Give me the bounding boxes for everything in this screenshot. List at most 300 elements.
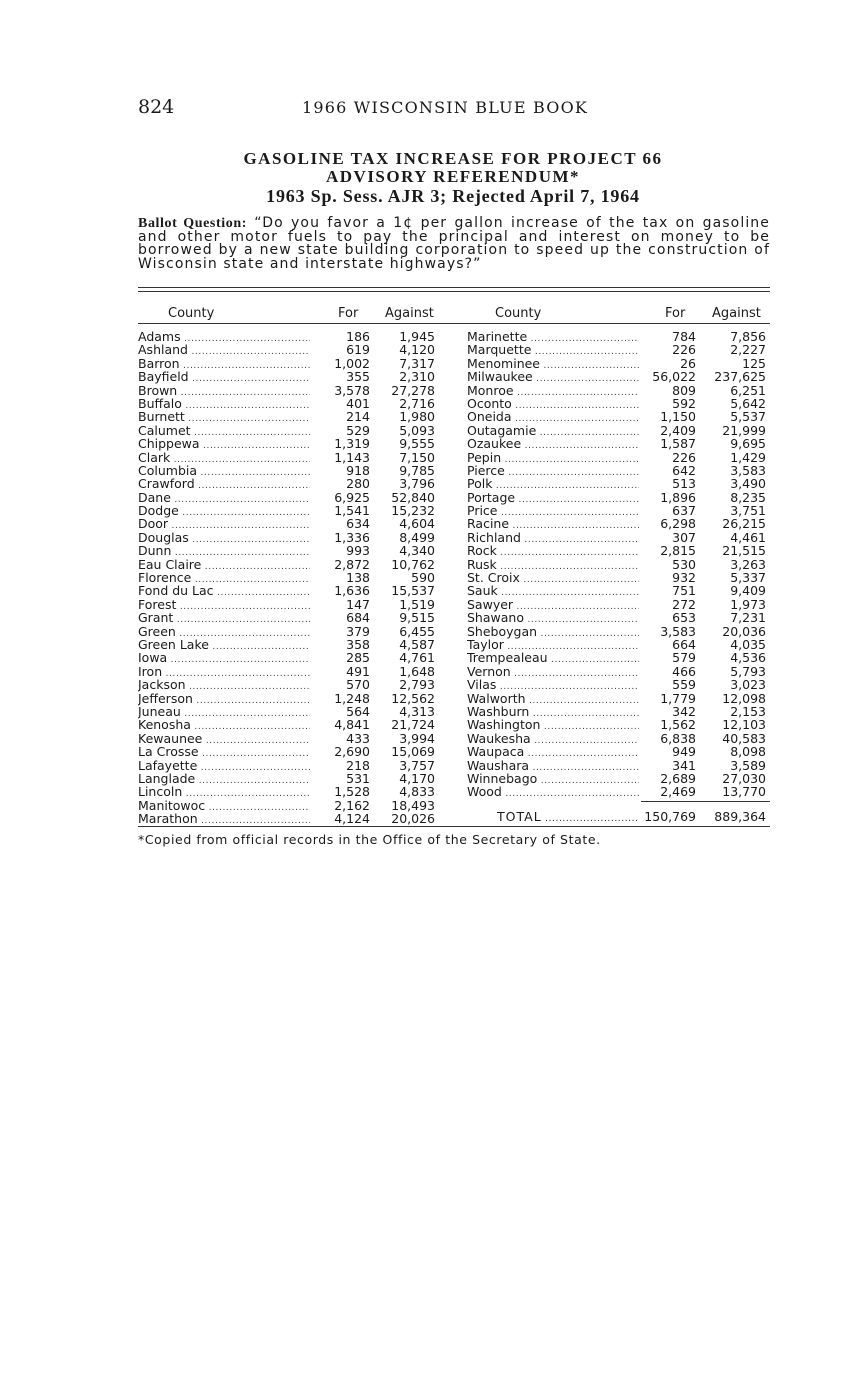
county-cell: Clark ..... [138, 451, 310, 467]
for-cell: 637 [672, 503, 696, 519]
table-row [138, 343, 442, 356]
for-cell: 2,690 [334, 744, 370, 760]
against-cell: 5,337 [730, 570, 766, 586]
against-cell: 3,490 [730, 476, 766, 492]
table-rows [138, 330, 770, 830]
header-against-right: Against [712, 306, 761, 321]
table-row [467, 517, 770, 530]
table-row [467, 705, 770, 718]
for-cell: 1,336 [334, 529, 370, 545]
county-cell: Sheboygan ..... [467, 625, 639, 641]
for-cell: 4,124 [334, 811, 370, 827]
table-row [138, 812, 442, 825]
table-row [467, 772, 770, 785]
for-cell: 809 [672, 382, 696, 398]
for-cell: 1,562 [660, 717, 696, 733]
table-row [467, 571, 770, 584]
table-row [138, 464, 442, 477]
for-cell: 1,896 [660, 489, 696, 505]
table-row [467, 384, 770, 397]
against-cell: 3,583 [730, 462, 766, 478]
against-cell: 13,770 [722, 784, 766, 800]
county-cell: Marinette ..... [467, 330, 639, 346]
county-cell: Grant ..... [138, 611, 310, 627]
table-row [138, 745, 442, 758]
header-against-left: Against [385, 306, 434, 321]
table-row [138, 638, 442, 651]
table-row [467, 504, 770, 517]
against-cell: 1,519 [399, 596, 435, 612]
table-row [467, 464, 770, 477]
ballot-label: Ballot Question: [138, 216, 247, 231]
county-cell: Oconto ..... [467, 397, 639, 413]
table-row [467, 370, 770, 383]
against-cell: 590 [411, 570, 435, 586]
for-cell: 307 [672, 529, 696, 545]
for-cell: 226 [672, 342, 696, 358]
county-cell: Juneau ..... [138, 705, 310, 721]
against-cell: 5,793 [730, 663, 766, 679]
county-cell: Washburn ..... [467, 705, 639, 721]
for-cell: 358 [346, 636, 370, 652]
for-cell: 272 [672, 596, 696, 612]
county-cell: Langlade ..... [138, 772, 310, 788]
against-cell: 3,023 [730, 677, 766, 693]
table-row [467, 665, 770, 678]
county-cell: Outagamie ..... [467, 424, 639, 440]
for-cell: 218 [346, 757, 370, 773]
table-row [138, 611, 442, 624]
for-cell: 634 [346, 516, 370, 532]
county-cell: Calumet ..... [138, 424, 310, 440]
county-cell: Milwaukee ..... [467, 370, 639, 386]
county-cell: Waushara ..... [467, 759, 639, 775]
county-cell: Oneida ..... [467, 410, 639, 426]
county-cell: Barron ..... [138, 357, 310, 373]
for-cell: 784 [672, 329, 696, 344]
column-headers [138, 295, 770, 323]
county-cell: Shawano ..... [467, 611, 639, 627]
for-cell: 355 [346, 369, 370, 385]
against-cell: 12,098 [722, 690, 766, 706]
table-row [467, 491, 770, 504]
table-row [467, 759, 770, 772]
table-row [138, 584, 442, 597]
county-cell: Jefferson ..... [138, 692, 310, 708]
table-row [467, 584, 770, 597]
against-cell: 7,317 [399, 355, 435, 371]
against-cell: 2,793 [399, 677, 435, 693]
header-county-left: County [168, 306, 215, 321]
for-cell: 6,298 [660, 516, 696, 532]
county-cell: Buffalo ..... [138, 397, 310, 413]
for-cell: 949 [672, 744, 696, 760]
against-cell: 4,461 [730, 529, 766, 545]
table-row [138, 571, 442, 584]
county-cell: Pierce ..... [467, 464, 639, 480]
for-cell: 1,779 [660, 690, 696, 706]
table-row [138, 477, 442, 490]
table-row [138, 678, 442, 691]
county-cell: Ozaukee ..... [467, 437, 639, 453]
county-cell: Trempealeau ..... [467, 651, 639, 667]
footnote: *Copied from official records in the Office of the Secretary of State. [138, 832, 601, 847]
county-cell: Sauk ..... [467, 584, 639, 600]
against-cell: 8,235 [730, 489, 766, 505]
table-row [467, 477, 770, 490]
for-cell: 341 [672, 757, 696, 773]
county-cell: Vernon ..... [467, 665, 639, 681]
county-cell: Portage ..... [467, 491, 639, 507]
for-cell: 570 [346, 677, 370, 693]
for-cell: 285 [346, 650, 370, 666]
against-cell: 125 [742, 355, 766, 371]
county-cell: Taylor ..... [467, 638, 639, 654]
county-cell: Dane ..... [138, 491, 310, 507]
against-cell: 237,625 [714, 369, 766, 385]
county-cell: Washington ..... [467, 718, 639, 734]
against-cell: 4,536 [730, 650, 766, 666]
county-cell: Pepin ..... [467, 451, 639, 467]
for-cell: 2,469 [660, 784, 696, 800]
against-cell: 26,215 [722, 516, 766, 532]
against-cell: 21,999 [722, 422, 766, 438]
for-cell: 1,528 [334, 784, 370, 800]
county-cell: Monroe ..... [467, 384, 639, 400]
table-row [467, 437, 770, 450]
for-cell: 3,578 [334, 382, 370, 398]
for-cell: 280 [346, 476, 370, 492]
against-cell: 1,973 [730, 596, 766, 612]
against-cell: 8,499 [399, 529, 435, 545]
against-cell: 15,069 [391, 744, 435, 760]
table-row [467, 611, 770, 624]
title-line-1: GASOLINE TAX INCREASE FOR PROJECT 66 [243, 149, 663, 168]
for-cell: 918 [346, 462, 370, 478]
against-cell: 7,150 [399, 449, 435, 465]
for-cell: 513 [672, 476, 696, 492]
for-cell: 619 [346, 342, 370, 358]
county-cell: Burnett ..... [138, 410, 310, 426]
table-row [138, 330, 442, 343]
right-column [467, 330, 770, 799]
county-cell: Dodge ..... [138, 504, 310, 520]
county-cell: Lafayette ..... [138, 759, 310, 775]
for-cell: 26 [680, 355, 696, 371]
table-row [138, 544, 442, 557]
for-cell: 530 [672, 556, 696, 572]
against-cell: 52,840 [391, 489, 435, 505]
against-cell: 15,537 [391, 583, 435, 599]
table-row [138, 451, 442, 464]
county-cell: Marquette ..... [467, 343, 639, 359]
for-cell: 932 [672, 570, 696, 586]
against-cell: 4,761 [399, 650, 435, 666]
table-row [467, 745, 770, 758]
table-row [138, 558, 442, 571]
total-row [467, 810, 770, 824]
county-cell: Forest ..... [138, 598, 310, 614]
against-cell: 4,340 [399, 543, 435, 559]
for-cell: 186 [346, 329, 370, 344]
against-cell: 9,695 [730, 436, 766, 452]
against-cell: 18,493 [391, 797, 435, 813]
page-number: 824 [138, 96, 175, 118]
table-row [138, 705, 442, 718]
against-cell: 1,945 [399, 329, 435, 344]
county-cell: Marathon ..... [138, 812, 310, 828]
against-cell: 8,098 [730, 744, 766, 760]
for-cell: 56,022 [652, 369, 696, 385]
against-cell: 5,093 [399, 422, 435, 438]
header-for-right: For [665, 306, 686, 321]
county-cell: Kenosha ..... [138, 718, 310, 734]
total-label: TOTAL ..... [497, 810, 639, 826]
county-cell: Polk ..... [467, 477, 639, 493]
against-cell: 9,515 [399, 610, 435, 626]
county-cell: St. Croix ..... [467, 571, 639, 587]
table-row [467, 397, 770, 410]
table-row [138, 410, 442, 423]
total-against: 889,364 [714, 809, 766, 824]
against-cell: 4,035 [730, 636, 766, 652]
for-cell: 491 [346, 663, 370, 679]
table-row [138, 651, 442, 664]
for-cell: 6,925 [334, 489, 370, 505]
against-cell: 4,833 [399, 784, 435, 800]
against-cell: 12,103 [722, 717, 766, 733]
county-cell: Bayfield ..... [138, 370, 310, 386]
for-cell: 2,689 [660, 770, 696, 786]
against-cell: 7,231 [730, 610, 766, 626]
for-cell: 2,162 [334, 797, 370, 813]
county-cell: Iron ..... [138, 665, 310, 681]
for-cell: 6,838 [660, 730, 696, 746]
table-top-rule-2 [138, 291, 770, 292]
table-row [138, 625, 442, 638]
for-cell: 2,815 [660, 543, 696, 559]
county-cell: Menominee ..... [467, 357, 639, 373]
table-row [138, 772, 442, 785]
table-row [138, 531, 442, 544]
table-row [467, 651, 770, 664]
for-cell: 592 [672, 395, 696, 411]
against-cell: 27,278 [391, 382, 435, 398]
against-cell: 20,036 [722, 623, 766, 639]
against-cell: 3,994 [399, 730, 435, 746]
against-cell: 1,980 [399, 409, 435, 425]
against-cell: 2,153 [730, 703, 766, 719]
county-cell: Douglas ..... [138, 531, 310, 547]
table-row [138, 384, 442, 397]
county-cell: Fond du Lac ..... [138, 584, 310, 600]
table-row [467, 544, 770, 557]
ballot-text: “Do you favor a 1¢ per gallon increase of the tax on gasoline and other motor fuels to pay the principal and interest on money to be borrowed by a new state building corporation to speed up the construction of Wisconsin state and interstate highways?” [138, 215, 770, 272]
for-cell: 579 [672, 650, 696, 666]
against-cell: 4,604 [399, 516, 435, 532]
against-cell: 6,455 [399, 623, 435, 639]
for-cell: 1,002 [334, 355, 370, 371]
against-cell: 4,587 [399, 636, 435, 652]
county-cell: Adams ..... [138, 330, 310, 346]
county-cell: Brown ..... [138, 384, 310, 400]
county-cell: Eau Claire ..... [138, 558, 310, 574]
for-cell: 401 [346, 395, 370, 411]
table-row [467, 625, 770, 638]
county-cell: Price ..... [467, 504, 639, 520]
county-cell: Green Lake ..... [138, 638, 310, 654]
county-cell: Waukesha ..... [467, 732, 639, 748]
for-cell: 226 [672, 449, 696, 465]
table-row [467, 732, 770, 745]
county-cell: Columbia ..... [138, 464, 310, 480]
table-row [467, 410, 770, 423]
for-cell: 653 [672, 610, 696, 626]
against-cell: 5,642 [730, 395, 766, 411]
for-cell: 529 [346, 422, 370, 438]
title-block [138, 150, 768, 206]
for-cell: 3,583 [660, 623, 696, 639]
against-cell: 4,313 [399, 703, 435, 719]
county-cell: La Crosse ..... [138, 745, 310, 761]
table-row [467, 678, 770, 691]
table-row [138, 732, 442, 745]
header-county-right: County [495, 306, 542, 321]
county-cell: Racine ..... [467, 517, 639, 533]
county-cell: Jackson ..... [138, 678, 310, 694]
against-cell: 3,757 [399, 757, 435, 773]
for-cell: 2,872 [334, 556, 370, 572]
for-cell: 751 [672, 583, 696, 599]
county-cell: Iowa ..... [138, 651, 310, 667]
for-cell: 379 [346, 623, 370, 639]
for-cell: 466 [672, 663, 696, 679]
for-cell: 1,541 [334, 503, 370, 519]
table-row [467, 558, 770, 571]
county-cell: Crawford ..... [138, 477, 310, 493]
county-cell: Lincoln ..... [138, 785, 310, 801]
against-cell: 2,310 [399, 369, 435, 385]
county-cell: Richland ..... [467, 531, 639, 547]
county-cell: Green ..... [138, 625, 310, 641]
against-cell: 21,515 [722, 543, 766, 559]
table-top-rule [138, 287, 770, 288]
for-cell: 1,143 [334, 449, 370, 465]
table-row [467, 451, 770, 464]
against-cell: 15,232 [391, 503, 435, 519]
table-row [467, 785, 770, 798]
table-row [467, 330, 770, 343]
table-row [138, 799, 442, 812]
county-cell: Door ..... [138, 517, 310, 533]
county-cell: Rock ..... [467, 544, 639, 560]
for-cell: 564 [346, 703, 370, 719]
for-cell: 1,248 [334, 690, 370, 706]
for-cell: 138 [346, 570, 370, 586]
table-row [138, 759, 442, 772]
table-row [138, 370, 442, 383]
for-cell: 1,587 [660, 436, 696, 452]
table-row [467, 424, 770, 437]
table-row [467, 692, 770, 705]
against-cell: 21,724 [391, 717, 435, 733]
table-row [138, 718, 442, 731]
against-cell: 3,589 [730, 757, 766, 773]
for-cell: 1,150 [660, 409, 696, 425]
table-row [138, 598, 442, 611]
against-cell: 3,263 [730, 556, 766, 572]
for-cell: 147 [346, 596, 370, 612]
against-cell: 3,796 [399, 476, 435, 492]
against-cell: 2,227 [730, 342, 766, 358]
against-cell: 9,409 [730, 583, 766, 599]
county-cell: Rusk ..... [467, 558, 639, 574]
against-cell: 1,429 [730, 449, 766, 465]
county-cell: Florence ..... [138, 571, 310, 587]
for-cell: 664 [672, 636, 696, 652]
total-for: 150,769 [644, 809, 696, 824]
bottom-rule [138, 826, 770, 827]
results-table [138, 287, 770, 830]
against-cell: 9,555 [399, 436, 435, 452]
county-cell: Sawyer ..... [467, 598, 639, 614]
table-row [138, 357, 442, 370]
county-cell: Dunn ..... [138, 544, 310, 560]
table-row [138, 665, 442, 678]
for-cell: 993 [346, 543, 370, 559]
table-row [467, 638, 770, 651]
for-cell: 1,319 [334, 436, 370, 452]
against-cell: 7,856 [730, 329, 766, 344]
county-cell: Kewaunee ..... [138, 732, 310, 748]
against-cell: 4,170 [399, 770, 435, 786]
against-cell: 9,785 [399, 462, 435, 478]
running-head: 1966 WISCONSIN BLUE BOOK [302, 98, 589, 117]
for-cell: 433 [346, 730, 370, 746]
for-cell: 531 [346, 770, 370, 786]
county-cell: Manitowoc ..... [138, 799, 310, 815]
county-cell: Winnebago ..... [467, 772, 639, 788]
for-cell: 2,409 [660, 422, 696, 438]
for-cell: 214 [346, 409, 370, 425]
header-for-left: For [338, 306, 359, 321]
against-cell: 3,751 [730, 503, 766, 519]
for-cell: 342 [672, 703, 696, 719]
against-cell: 4,120 [399, 342, 435, 358]
for-cell: 684 [346, 610, 370, 626]
against-cell: 2,716 [399, 395, 435, 411]
for-cell: 642 [672, 462, 696, 478]
title-line-2: ADVISORY REFERENDUM* [325, 167, 581, 186]
table-row [467, 718, 770, 731]
table-row [138, 504, 442, 517]
table-row [467, 531, 770, 544]
against-cell: 27,030 [722, 770, 766, 786]
table-row [138, 491, 442, 504]
for-cell: 4,841 [334, 717, 370, 733]
against-cell: 12,562 [391, 690, 435, 706]
ballot-question [138, 217, 770, 271]
table-row [138, 424, 442, 437]
county-cell: Waupaca ..... [467, 745, 639, 761]
against-cell: 40,583 [722, 730, 766, 746]
against-cell: 10,762 [391, 556, 435, 572]
county-cell: Ashland ..... [138, 343, 310, 359]
against-cell: 20,026 [391, 811, 435, 827]
table-row [467, 343, 770, 356]
left-column [138, 330, 442, 825]
table-row [138, 785, 442, 798]
